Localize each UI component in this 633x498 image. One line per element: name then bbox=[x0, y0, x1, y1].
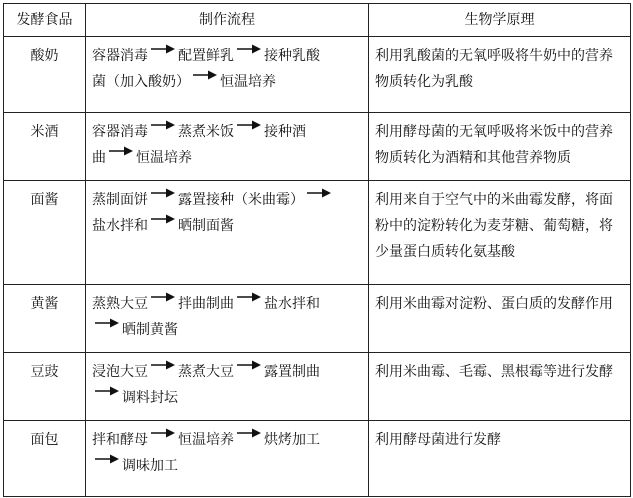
food-cell: 面包 bbox=[4, 421, 86, 497]
flow-line bbox=[92, 359, 362, 385]
food-cell: 豆豉 bbox=[4, 353, 86, 421]
arrow-right-icon bbox=[95, 318, 119, 328]
table-row bbox=[4, 113, 631, 181]
arrow-right-icon bbox=[307, 188, 331, 198]
arrow-right-icon bbox=[151, 188, 175, 198]
flow-line bbox=[92, 427, 362, 453]
flow-step: 容器消毒 bbox=[92, 124, 148, 140]
arrow-right-icon bbox=[237, 44, 261, 54]
flow-step: 接种乳酸 bbox=[264, 48, 320, 64]
header-food: 发酵食品 bbox=[4, 4, 86, 37]
arrow-right-icon bbox=[151, 44, 175, 54]
flow-step: 蒸熟大豆 bbox=[92, 296, 148, 312]
flow-step: 盐水拌和 bbox=[264, 296, 320, 312]
flow-step: 晒制黄酱 bbox=[122, 322, 178, 338]
flow-step: 拌和酵母 bbox=[92, 432, 148, 448]
flow-step: 烘烤加工 bbox=[264, 432, 320, 448]
principle-cell: 利用酵母菌的无氧呼吸将米饭中的营养物质转化为酒精和其他营养物质 bbox=[369, 113, 631, 181]
header-principle: 生物学原理 bbox=[369, 4, 631, 37]
flow-line bbox=[92, 145, 362, 171]
flow-line bbox=[92, 385, 362, 411]
arrow-right-icon bbox=[151, 428, 175, 438]
arrow-right-icon bbox=[237, 120, 261, 130]
flow-step: 调味加工 bbox=[122, 458, 178, 474]
principle-cell: 利用乳酸菌的无氧呼吸将牛奶中的营养物质转化为乳酸 bbox=[369, 37, 631, 113]
flow-cell bbox=[86, 37, 369, 113]
fermentation-table bbox=[3, 3, 631, 497]
header-row bbox=[4, 4, 631, 37]
flow-step: 接种酒 bbox=[264, 124, 306, 140]
principle-cell: 利用酵母菌进行发酵 bbox=[369, 421, 631, 497]
food-cell: 酸奶 bbox=[4, 37, 86, 113]
principle-cell: 利用来自于空气中的米曲霉发酵，将面粉中的淀粉转化为麦芽糖、葡萄糖，将少量蛋白质转化氨基酸 bbox=[369, 181, 631, 285]
table-row bbox=[4, 181, 631, 285]
flow-step: 调料封坛 bbox=[122, 390, 178, 406]
principle-cell: 利用米曲霉、毛霉、黑根霉等进行发酵 bbox=[369, 353, 631, 421]
food-cell: 面酱 bbox=[4, 181, 86, 285]
flow-step: 蒸制面饼 bbox=[92, 192, 148, 208]
flow-step: 恒温培养 bbox=[136, 150, 192, 166]
flow-step: 露置接种（米曲霉） bbox=[178, 192, 304, 208]
food-cell: 黄酱 bbox=[4, 285, 86, 353]
arrow-right-icon bbox=[151, 292, 175, 302]
flow-line bbox=[92, 291, 362, 317]
arrow-right-icon bbox=[151, 360, 175, 370]
table-row bbox=[4, 37, 631, 113]
header-flow: 制作流程 bbox=[86, 4, 369, 37]
flow-cell bbox=[86, 421, 369, 497]
flow-step: 容器消毒 bbox=[92, 48, 148, 64]
arrow-right-icon bbox=[237, 360, 261, 370]
arrow-right-icon bbox=[151, 214, 175, 224]
arrow-right-icon bbox=[151, 120, 175, 130]
flow-line bbox=[92, 453, 362, 479]
flow-step: 配置鲜乳 bbox=[178, 48, 234, 64]
flow-step: 恒温培养 bbox=[220, 74, 276, 90]
table-row bbox=[4, 353, 631, 421]
flow-step: 恒温培养 bbox=[178, 432, 234, 448]
flow-step: 露置制曲 bbox=[264, 364, 320, 380]
flow-step: 拌曲制曲 bbox=[178, 296, 234, 312]
flow-step: 曲 bbox=[92, 150, 106, 166]
table-row bbox=[4, 421, 631, 497]
flow-line bbox=[92, 43, 362, 69]
table-row bbox=[4, 285, 631, 353]
principle-cell: 利用米曲霉对淀粉、蛋白质的发酵作用 bbox=[369, 285, 631, 353]
food-cell: 米酒 bbox=[4, 113, 86, 181]
flow-line bbox=[92, 317, 362, 343]
flow-line bbox=[92, 69, 362, 95]
flow-line bbox=[92, 187, 362, 213]
flow-step: 蒸煮大豆 bbox=[178, 364, 234, 380]
flow-line bbox=[92, 119, 362, 145]
flow-cell bbox=[86, 113, 369, 181]
flow-cell bbox=[86, 353, 369, 421]
arrow-right-icon bbox=[237, 292, 261, 302]
arrow-right-icon bbox=[237, 428, 261, 438]
arrow-right-icon bbox=[95, 454, 119, 464]
arrow-right-icon bbox=[109, 146, 133, 156]
flow-step: 菌（加入酸奶） bbox=[92, 74, 190, 90]
flow-step: 蒸煮米饭 bbox=[178, 124, 234, 140]
arrow-right-icon bbox=[193, 70, 217, 80]
arrow-right-icon bbox=[95, 386, 119, 396]
flow-step: 浸泡大豆 bbox=[92, 364, 148, 380]
flow-line bbox=[92, 213, 362, 239]
flow-step: 盐水拌和 bbox=[92, 218, 148, 234]
flow-cell bbox=[86, 285, 369, 353]
table-body bbox=[4, 37, 631, 497]
flow-cell bbox=[86, 181, 369, 285]
flow-step: 晒制面酱 bbox=[178, 218, 234, 234]
